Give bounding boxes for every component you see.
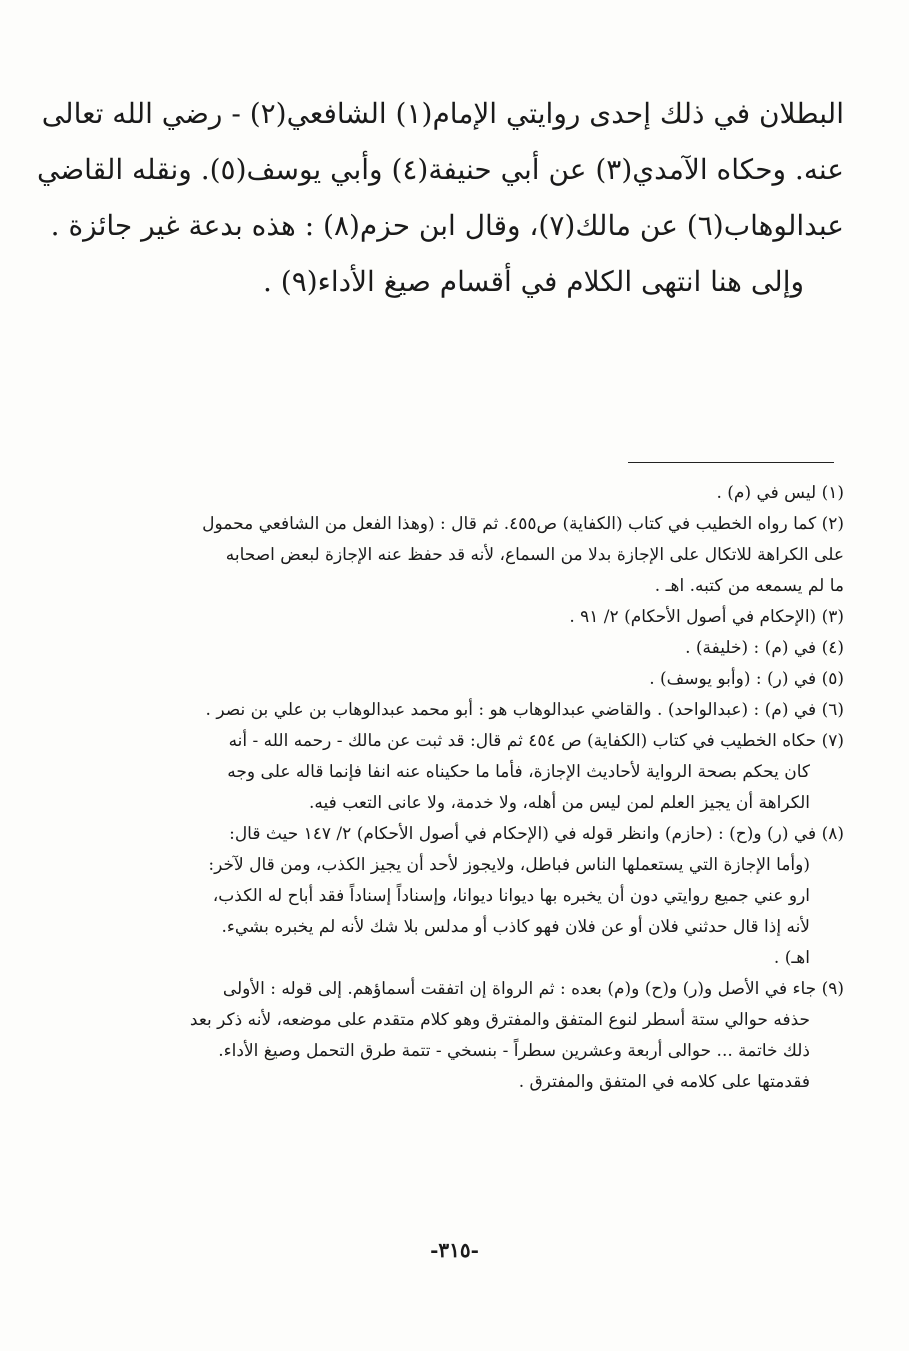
footnote-line: على الكراهة للاتكال على الإجازة بدلا من السماع، لأنه قد حفظ عنه الإجازة لبعض اصحابه xyxy=(225,545,844,565)
footnote-line: (١) ليس في (م) . xyxy=(716,483,844,503)
footnote-line: فقدمتها على كلامه في المتفق والمفترق . xyxy=(518,1072,810,1092)
footnote-line: (٢) كما رواه الخطيب في كتاب (الكفاية) ص٤٥٥. ثم قال : (وهذا الفعل من الشافعي محمول xyxy=(202,514,844,534)
footnote-line: (٣) (الإحكام في أصول الأحكام) ٢/ ٩١ . xyxy=(569,607,844,627)
footnote-line: ذلك خاتمة ... حوالى أربعة وعشرين سطراً - بنسخي - تتمة طرق التحمل وصيغ الأداء. xyxy=(218,1041,810,1061)
footnote-8 xyxy=(128,819,844,974)
footnote-line: ما لم يسمعه من كتبه. اهـ . xyxy=(654,576,844,596)
page-number: -٣١٥- xyxy=(430,1238,479,1262)
footnote-line: (٥) في (ر) : (وأبو يوسف) . xyxy=(649,669,844,689)
footnote-7 xyxy=(128,726,844,819)
footnotes-block xyxy=(128,478,844,1098)
main-text-line: البطلان في ذلك إحدى روايتي الإمام(١) الشافعي(٢) - رضي الله تعالى xyxy=(41,97,844,130)
footnote-line: (وأما الإجازة التي يستعملها الناس فباطل، ولايجوز لأحد أن يجيز الكذب، ومن قال لآخر: xyxy=(208,855,810,875)
footnote-line: ارو عني جميع روايتي دون أن يخبره بها ديوانا ديوانا، وإسناداً إسناداً فقد أباح له الكذب، xyxy=(212,886,810,906)
footnote-line: حذفه حوالي ستة أسطر لنوع المتفق والمفترق وهو كلام متقدم على موضعه، لأنه ذكر بعد xyxy=(189,1010,810,1030)
main-text-line: عبدالوهاب(٦) عن مالك(٧)، وقال ابن حزم(٨) : هذه بدعة غير جائزة . xyxy=(50,209,844,242)
footnote-line: الكراهة أن يجيز العلم لمن ليس من أهله، ولا خدمة، ولا عانى التعب فيه. xyxy=(309,793,810,813)
main-text-line: عنه. وحكاه الآمدي(٣) عن أبي حنيفة(٤) وأبي يوسف(٥). ونقله القاضي xyxy=(37,153,844,186)
footnote-line: (٧) حكاه الخطيب في كتاب (الكفاية) ص ٤٥٤ ثم قال: قد ثبت عن مالك - رحمه الله - أنه xyxy=(228,731,844,751)
footnote-4 xyxy=(128,633,844,664)
footnote-line: (٦) في (م) : (عبدالواحد) . والقاضي عبدالوهاب هو : أبو محمد عبدالوهاب بن علي بن نصر . xyxy=(205,700,844,720)
footnote-6 xyxy=(128,695,844,726)
footnote-5 xyxy=(128,664,844,695)
footnote-2 xyxy=(128,509,844,602)
footnote-line: (٨) في (ر) و(ح) : (حازم) وانظر قوله في (الإحكام في أصول الأحكام) ٢/ ١٤٧ حيث قال: xyxy=(229,824,844,844)
footnote-line: اهـ) . xyxy=(773,948,810,968)
main-text-block xyxy=(37,86,844,310)
footnote-1 xyxy=(128,478,844,509)
footnote-9 xyxy=(128,974,844,1098)
footnote-line: كان يحكم بصحة الرواية لأحاديث الإجازة، فأما ما حكيناه عنه انفا فإنما قاله على وجه xyxy=(227,762,810,782)
main-text-line: وإلى هنا انتهى الكلام في أقسام صيغ الأداء(٩) . xyxy=(262,265,804,298)
footnote-line: (٩) جاء في الأصل و(ر) و(ح) و(م) بعده : ثم الرواة إن اتفقت أسماؤهم. إلى قوله : الأولى xyxy=(222,979,844,999)
footnote-3 xyxy=(128,602,844,633)
footnote-separator xyxy=(628,462,834,463)
footnote-line: لأنه إذا قال حدثني فلان أو عن فلان فهو كاذب أو مدلس بلا شك لأنه لم يخبره بشيء. xyxy=(221,917,810,937)
footnote-line: (٤) في (م) : (خليفة) . xyxy=(685,638,844,658)
